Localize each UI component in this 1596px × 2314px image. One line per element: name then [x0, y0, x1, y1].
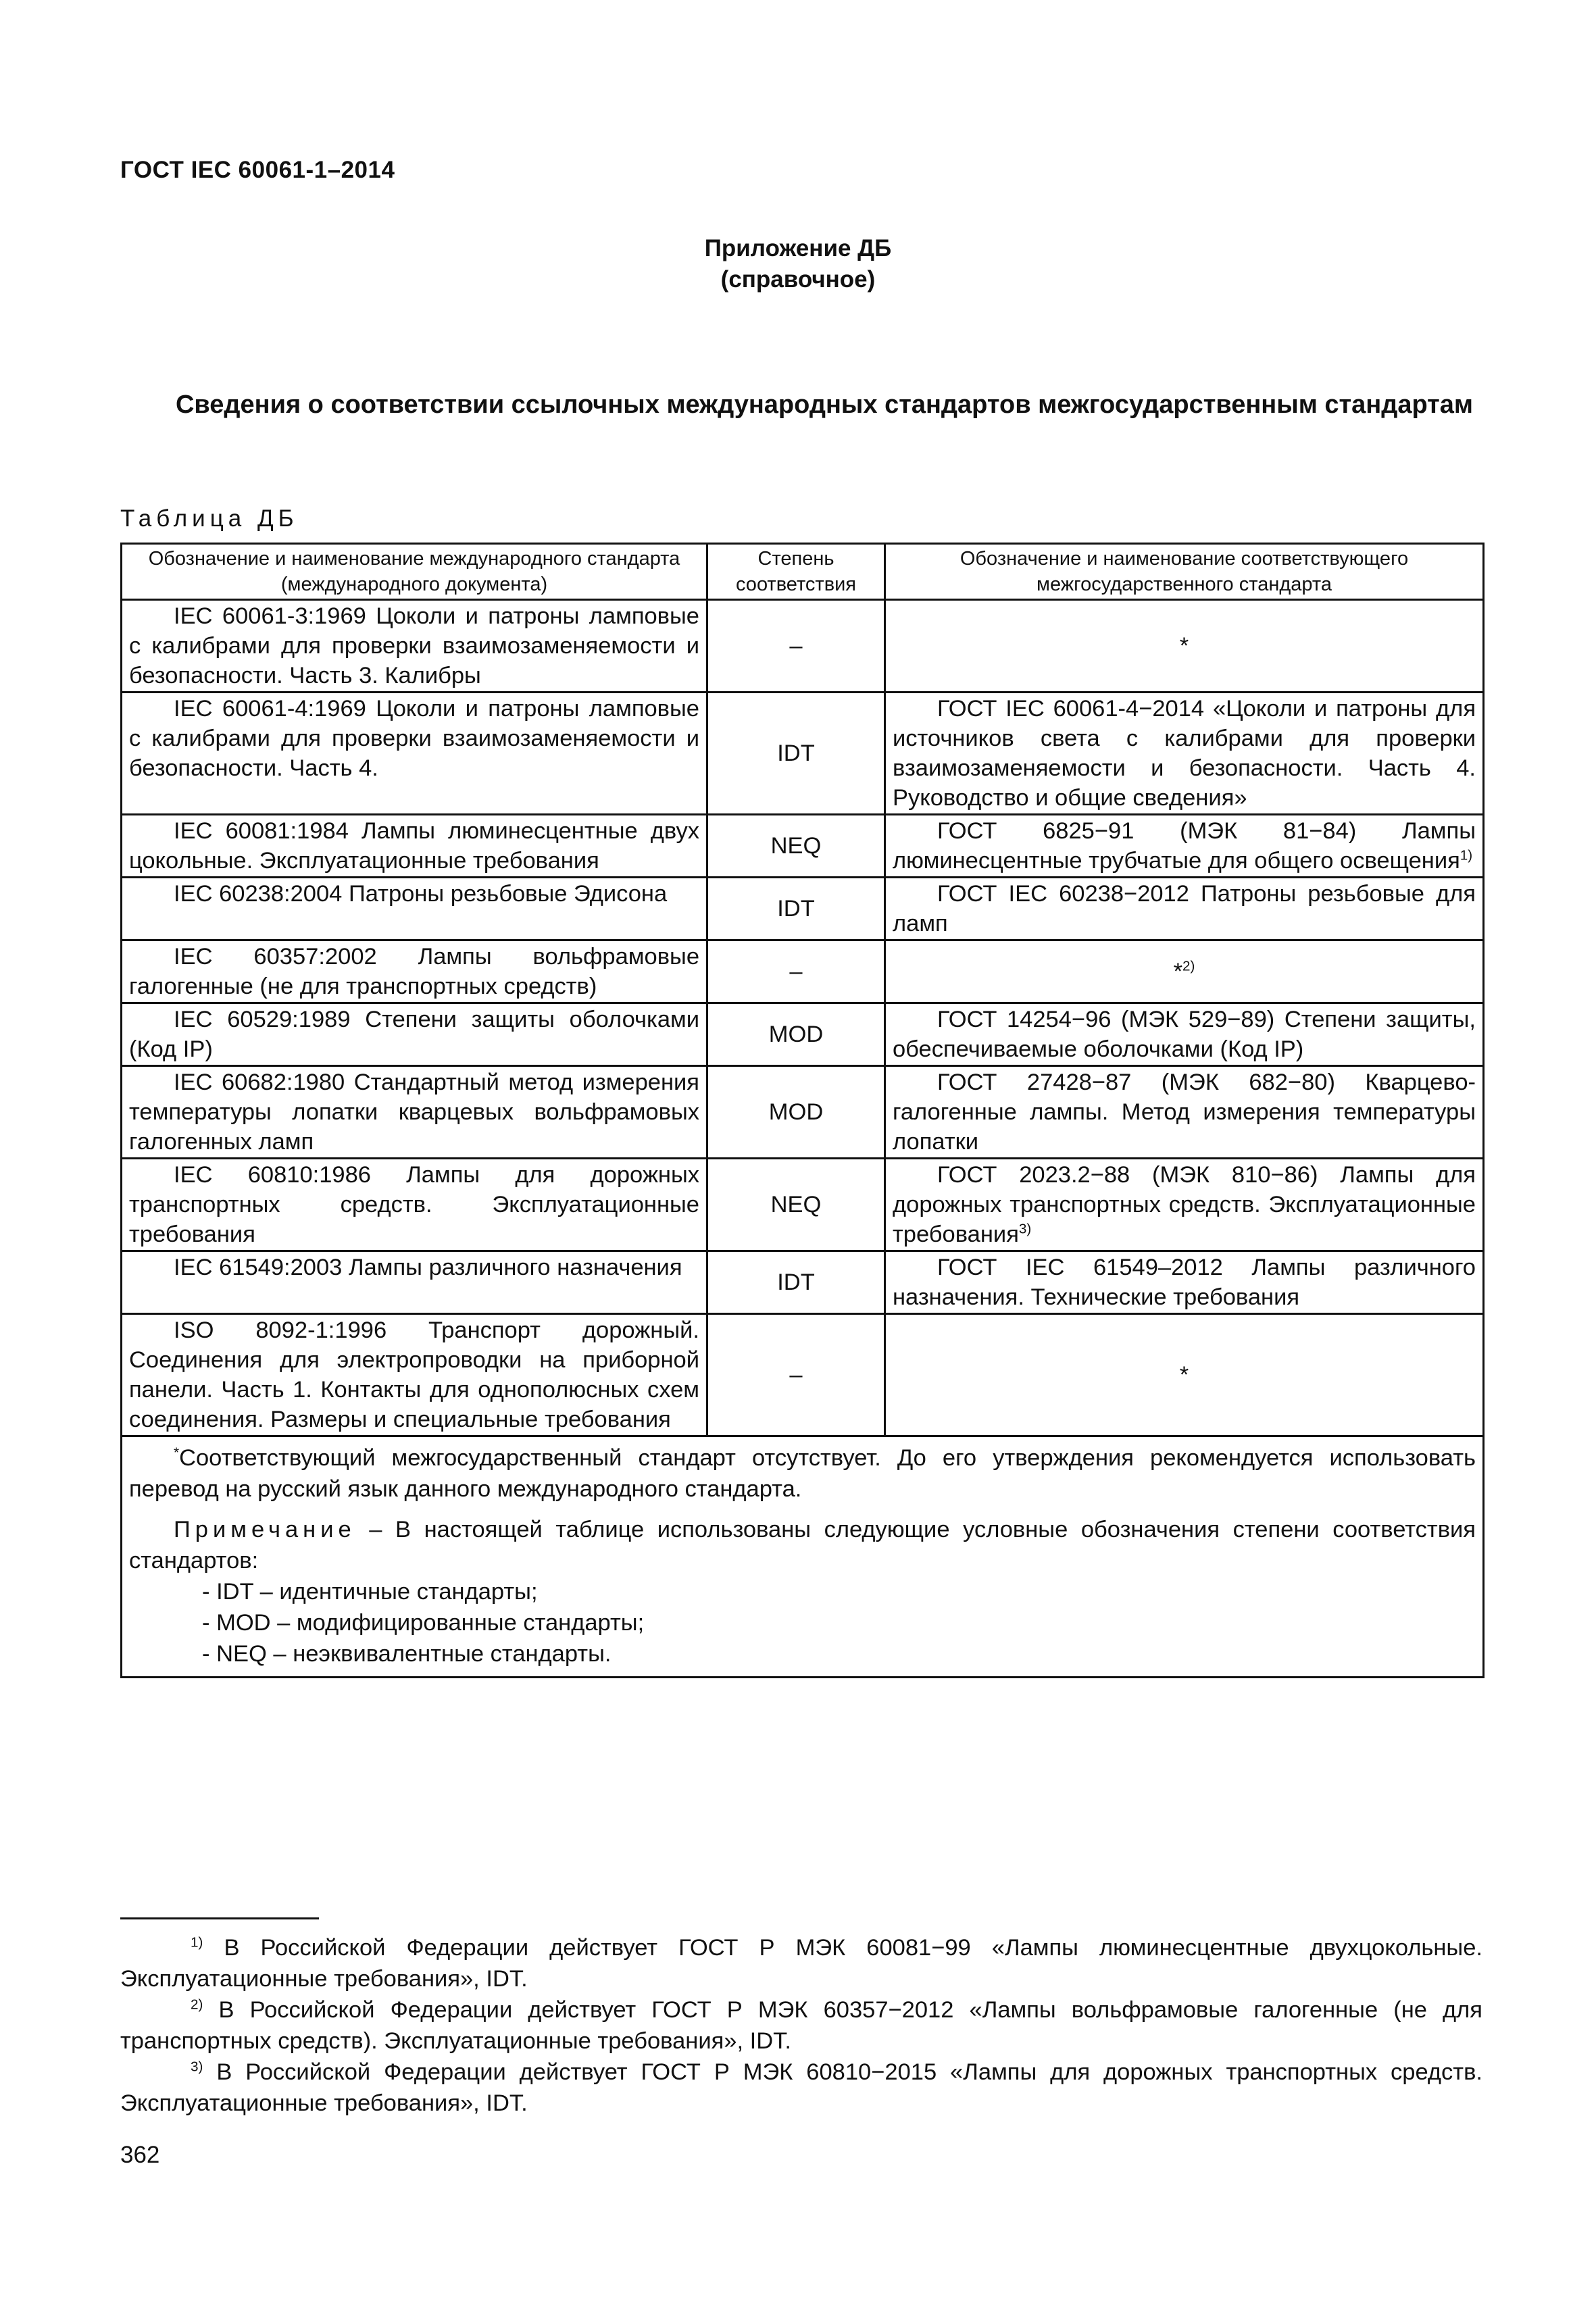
- page-footnotes: [120, 1932, 1482, 2119]
- intl-standard-cell: IEC 61549:2003 Лампы различного назначения: [122, 1251, 707, 1314]
- table-row: [122, 940, 1484, 1003]
- document-header: ГОСТ IEC 60061-1–2014: [120, 157, 395, 183]
- degree-cell: –: [707, 940, 885, 1003]
- star-footnote-text: Соответствующий межгосударственный стандарт отсутствует. До его утверждения рекомендуется использовать перевод на русский язык данного международного стандарта.: [129, 1445, 1476, 1502]
- table-row: [122, 1159, 1484, 1251]
- degree-cell: IDT: [707, 1251, 885, 1314]
- footnote-mark: 1): [191, 1934, 203, 1951]
- footnote-text: В Российской Федерации действует ГОСТ Р МЭК 60081−99 «Лампы люминесцентные двухцокольные. Эксплуатационные требования», IDT.: [120, 1935, 1482, 1992]
- interstate-standard-cell: [885, 1066, 1484, 1159]
- intl-standard-cell: ISO 8092-1:1996 Транспорт дорожный. Соединения для электропроводки на приборной панели. Часть 1. Контакты для однополюсных схем соединения. Размеры и специальные требования: [122, 1314, 707, 1436]
- table-row: [122, 1003, 1484, 1066]
- interstate-standard-text: ГОСТ 14254−96 (МЭК 529−89) Степени защиты, обеспечиваемые оболочками (Код IP): [893, 1007, 1476, 1062]
- intl-standard-cell: IEC 60529:1989 Степени защиты оболочками (Код IP): [122, 1003, 707, 1066]
- degree-cell: MOD: [707, 1003, 885, 1066]
- appendix-heading: [0, 233, 1596, 295]
- note-item: - NEQ – неэквивалентные стандарты.: [202, 1641, 612, 1667]
- footnote-mark: 3): [191, 2059, 203, 2075]
- table-row: [122, 1251, 1484, 1314]
- interstate-standard-cell: [885, 1003, 1484, 1066]
- table-header-row: [122, 544, 1484, 600]
- interstate-standard-text: ГОСТ IEC 61549–2012 Лампы различного назначения. Технические требования: [893, 1255, 1476, 1310]
- degree-cell: –: [707, 600, 885, 693]
- degree-cell: NEQ: [707, 1159, 885, 1251]
- interstate-standard-text: ГОСТ IEC 60238−2012 Патроны резьбовые для ламп: [893, 881, 1476, 936]
- appendix-subtitle: (справочное): [720, 266, 876, 293]
- note-text: – В настоящей таблице использованы следующие условные обозначения степени соответствия стандартов:: [129, 1517, 1476, 1574]
- section-title: Сведения о соответствии ссылочных международных стандартов межгосударственным стандартам: [175, 391, 1474, 419]
- table-caption: Таблица ДБ: [120, 505, 299, 532]
- degree-cell: MOD: [707, 1066, 885, 1159]
- interstate-standard-text: ГОСТ IEC 60061-4−2014 «Цоколи и патроны для источников света с калибрами для проверки взаимозаменяемости и безопасности. Часть 4. Руководство и общие сведения»: [893, 696, 1476, 811]
- interstate-standard-text: ГОСТ 2023.2−88 (МЭК 810−86) Лампы для дорожных транспортных средств. Эксплуатационные требования: [893, 1162, 1476, 1247]
- footnote-text: В Российской Федерации действует ГОСТ Р МЭК 60357−2012 «Лампы вольфрамовые галогенные (не для транспортных средств). Эксплуатационные требования», IDT.: [120, 1997, 1482, 2054]
- interstate-standard-cell: [885, 940, 1484, 1003]
- correspondence-table: [120, 543, 1485, 1678]
- interstate-standard-text: *: [1179, 1362, 1189, 1388]
- interstate-standard-cell: [885, 1314, 1484, 1436]
- table-row: [122, 600, 1484, 693]
- footnote-separator: [120, 1917, 319, 1919]
- interstate-standard-cell: [885, 1159, 1484, 1251]
- intl-standard-cell: IEC 60238:2004 Патроны резьбовые Эдисона: [122, 878, 707, 940]
- degree-cell: –: [707, 1314, 885, 1436]
- header-intl: Обозначение и наименование международного стандарта (международного документа): [122, 544, 707, 600]
- note-label: Примечание: [174, 1517, 356, 1542]
- table-row: [122, 815, 1484, 878]
- interstate-standard-text: *: [1179, 633, 1189, 659]
- footnote-ref: 3): [1018, 1221, 1032, 1237]
- interstate-standard-cell: [885, 1251, 1484, 1314]
- table-footer: [122, 1436, 1484, 1678]
- degree-cell: IDT: [707, 878, 885, 940]
- footnote-ref: 2): [1182, 958, 1195, 974]
- intl-standard-cell: IEC 60357:2002 Лампы вольфрамовые галогенные (не для транспортных средств): [122, 940, 707, 1003]
- page-footnote: [120, 1932, 1482, 1994]
- table-row: [122, 1314, 1484, 1436]
- note-item: - IDT – идентичные стандарты;: [202, 1579, 538, 1605]
- table-row: [122, 878, 1484, 940]
- footnote-ref: 1): [1460, 847, 1473, 863]
- star-mark: *: [174, 1444, 180, 1461]
- intl-standard-cell: IEC 60682:1980 Стандартный метод измерения температуры лопатки кварцевых вольфрамовых галогенных ламп: [122, 1066, 707, 1159]
- degree-cell: NEQ: [707, 815, 885, 878]
- interstate-standard-cell: [885, 693, 1484, 815]
- header-interstate: Обозначение и наименование соответствующего межгосударственного стандарта: [885, 544, 1484, 600]
- footnote-mark: 2): [191, 1996, 203, 2013]
- page-number: 362: [120, 2142, 160, 2168]
- page-footnote: [120, 2057, 1482, 2119]
- interstate-standard-text: ГОСТ 27428−87 (МЭК 682−80) Кварцево-галогенные лампы. Метод измерения температуры лопатки: [893, 1070, 1476, 1155]
- interstate-standard-cell: [885, 878, 1484, 940]
- interstate-standard-cell: [885, 815, 1484, 878]
- interstate-standard-text: ГОСТ 6825−91 (МЭК 81−84) Лампы люминесцентные трубчатые для общего освещения: [893, 818, 1476, 874]
- intl-standard-cell: IEC 60081:1984 Лампы люминесцентные двух цокольные. Эксплуатационные требования: [122, 815, 707, 878]
- intl-standard-cell: IEC 60810:1986 Лампы для дорожных транспортных средств. Эксплуатационные требования: [122, 1159, 707, 1251]
- interstate-standard-text: *: [1173, 959, 1183, 984]
- header-degree: Степень соответствия: [707, 544, 885, 600]
- intl-standard-cell: IEC 60061-3:1969 Цоколи и патроны ламповые с калибрами для проверки взаимозаменяемости и безопасности. Часть 3. Калибры: [122, 600, 707, 693]
- intl-standard-cell: IEC 60061-4:1969 Цоколи и патроны ламповые с калибрами для проверки взаимозаменяемости и безопасности. Часть 4.: [122, 693, 707, 815]
- table-note: [129, 1514, 1476, 1576]
- degree-cell: IDT: [707, 693, 885, 815]
- note-item: - MOD – модифицированные стандарты;: [202, 1610, 645, 1636]
- interstate-standard-cell: [885, 600, 1484, 693]
- page-footnote: [120, 1994, 1482, 2057]
- footnote-text: В Российской Федерации действует ГОСТ Р МЭК 60810−2015 «Лампы для дорожных транспортных средств. Эксплуатационные требования», IDT.: [120, 2059, 1482, 2116]
- star-footnote: [129, 1442, 1476, 1505]
- table-row: [122, 693, 1484, 815]
- appendix-title: Приложение ДБ: [704, 235, 892, 261]
- table-footer-row: [122, 1436, 1484, 1678]
- table-row: [122, 1066, 1484, 1159]
